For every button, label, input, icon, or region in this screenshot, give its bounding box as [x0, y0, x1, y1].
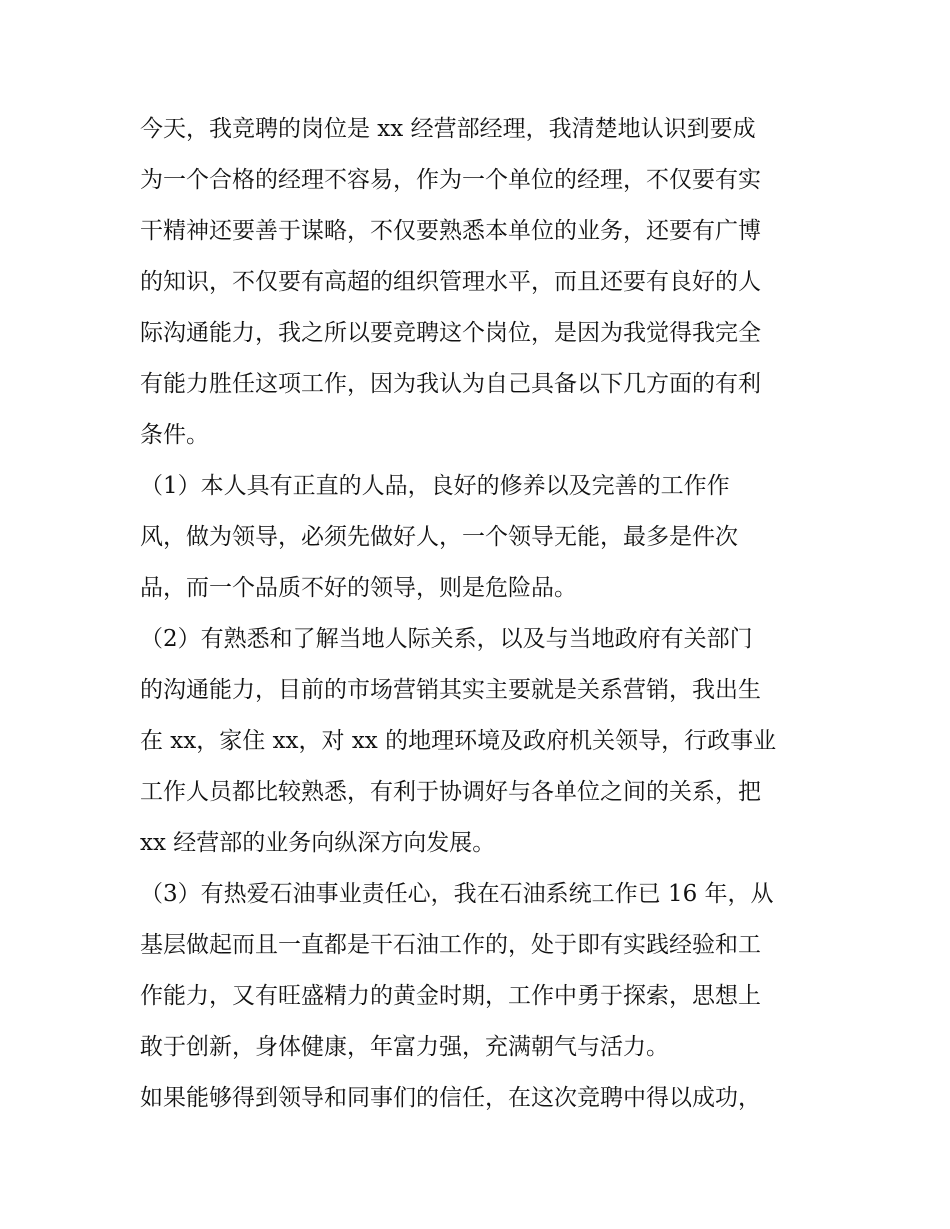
text-line: （3）有热爱石油事业责任心，我在石油系统工作已 16 年，从 — [140, 881, 774, 907]
text-line: 品，而一个品质不好的领导，则是危险品。 — [140, 575, 577, 601]
text-line: 的知识，不仅要有高超的组织管理水平，而且还要有良好的人 — [140, 269, 761, 295]
text-line: 如果能够得到领导和同事们的信任，在这次竞聘中得以成功， — [140, 1085, 761, 1111]
text-line: 条件。 — [140, 422, 209, 448]
text-line: 有能力胜任这项工作，因为我认为自己具备以下几方面的有利 — [140, 371, 761, 397]
text-line: 工作人员都比较熟悉，有利于协调好与各单位之间的关系，把 — [140, 779, 761, 805]
text-line: 作能力，又有旺盛精力的黄金时期，工作中勇于探索，思想上 — [140, 983, 761, 1009]
text-line: xx 经营部的业务向纵深方向发展。 — [140, 830, 496, 856]
text-line: （1）本人具有正直的人品，良好的修养以及完善的工作作 — [140, 473, 730, 499]
text-line: 际沟通能力，我之所以要竞聘这个岗位，是因为我觉得我完全 — [140, 320, 761, 346]
text-line: 的沟通能力，目前的市场营销其实主要就是关系营销，我出生 — [140, 677, 761, 703]
text-line: 为一个合格的经理不容易，作为一个单位的经理，不仅要有实 — [140, 167, 761, 193]
text-line: 敢于创新，身体健康，年富力强，充满朝气与活力。 — [140, 1034, 669, 1060]
document-body — [140, 104, 830, 1124]
text-line: 今天，我竞聘的岗位是 xx 经营部经理，我清楚地认识到要成 — [140, 116, 756, 142]
text-line: （2）有熟悉和了解当地人际关系，以及与当地政府有关部门 — [140, 626, 753, 652]
text-line: 干精神还要善于谋略，不仅要熟悉本单位的业务，还要有广博 — [140, 218, 761, 244]
text-line: 在 xx，家住 xx，对 xx 的地理环境及政府机关领导，行政事业 — [140, 728, 777, 754]
text-line: 基层做起而且一直都是干石油工作的，处于即有实践经验和工 — [140, 932, 761, 958]
text-line: 风，做为领导，必须先做好人，一个领导无能，最多是件次 — [140, 524, 738, 550]
